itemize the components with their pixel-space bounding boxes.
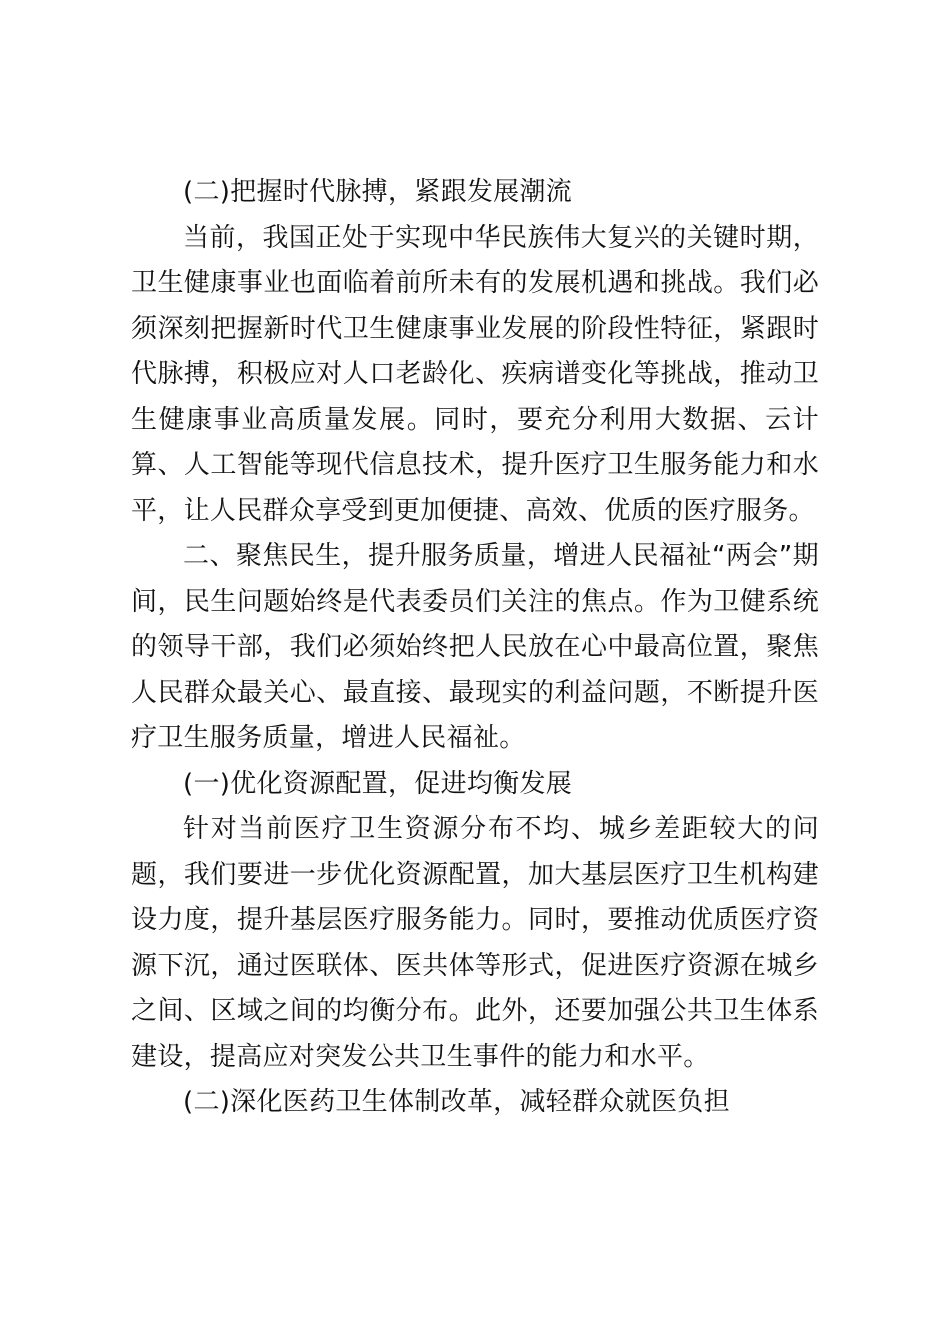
section-heading: (一)优化资源配置，促进均衡发展 (183, 768, 573, 799)
body-paragraph: 二、聚焦民生，提升服务质量，增进人民福祉“两会”期间，民生问题始终是代表委员们关注的焦点。作为卫健系统的领导干部，我们必须始终把人民放在心中最高位置，聚焦人民群众最关心、最直接、最现实的利益问题，不断提升医疗卫生服务质量，增进人民福祉。 (131, 541, 819, 753)
body-paragraph: 当前，我国正处于实现中华民族伟大复兴的关键时期，卫生健康事业也面临着前所未有的发展机遇和挑战。我们必须深刻把握新时代卫生健康事业发展的阶段性特征，紧跟时代脉搏，积极应对人口老龄化、疾病谱变化等挑战，推动卫生健康事业高质量发展。同时，要充分利用大数据、云计算、人工智能等现代信息技术，提升医疗卫生服务能力和水平，让人民群众享受到更加便捷、高效、优质的医疗服务。 (131, 222, 819, 526)
section-heading: (二)深化医药卫生体制改革，减轻群众就医负担 (183, 1087, 730, 1117)
section-heading: (二)把握时代脉搏，紧跟发展潮流 (183, 177, 573, 207)
document-body (131, 170, 819, 1126)
body-paragraph: 针对当前医疗卫生资源分布不均、城乡差距较大的问题，我们要进一步优化资源配置，加大基层医疗卫生机构建设力度，提升基层医疗服务能力。同时，要推动优质医疗资源下沉，通过医联体、医共体等形式，促进医疗资源在城乡之间、区域之间的均衡分布。此外，还要加强公共卫生体系建设，提高应对突发公共卫生事件的能力和水平。 (131, 814, 819, 1072)
